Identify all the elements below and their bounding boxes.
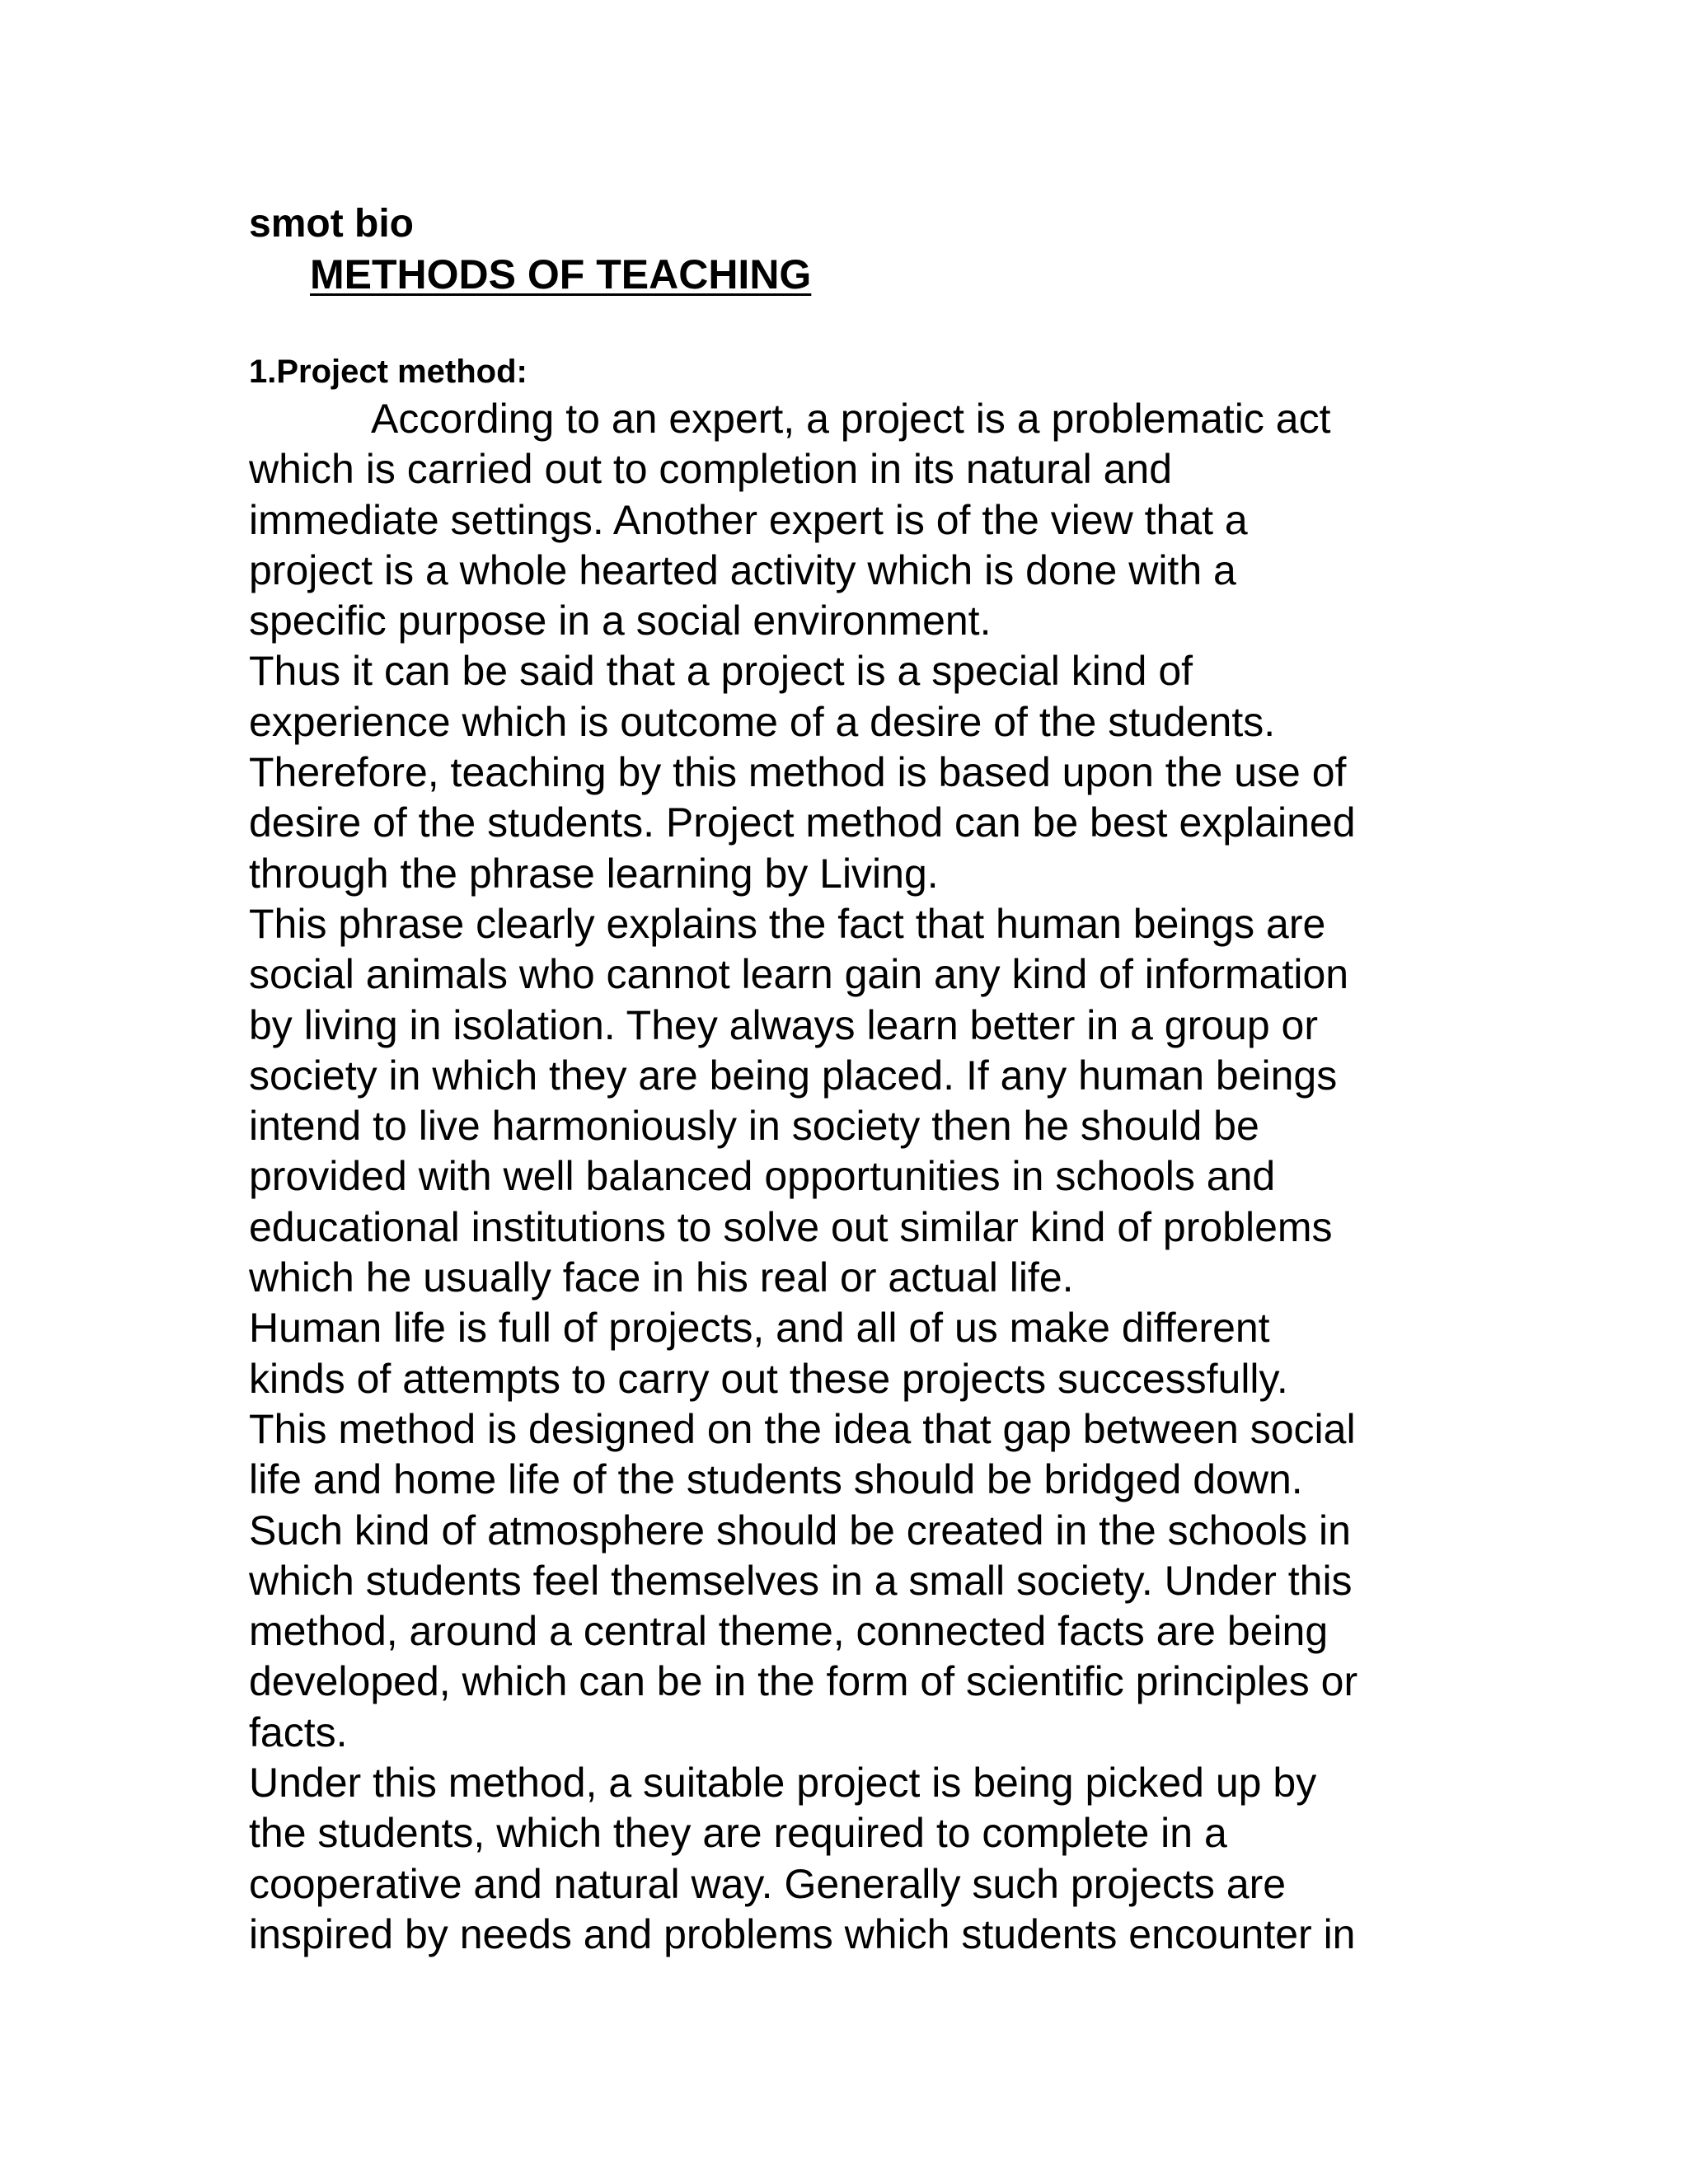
paragraph-line: cooperative and natural way. Generally such projects are bbox=[249, 1860, 1287, 1907]
paragraph-line: specific purpose in a social environment. bbox=[249, 598, 992, 644]
paragraph-line: society in which they are being placed. If any human beings bbox=[249, 1052, 1338, 1099]
paragraph-line: Under this method, a suitable project is being picked up by bbox=[249, 1760, 1317, 1807]
paragraph-line: by living in isolation. They always learn better in a group or bbox=[249, 1001, 1318, 1048]
paragraph-line: through the phrase learning by Living. bbox=[249, 850, 939, 897]
paragraph-line: kinds of attempts to carry out these projects successfully. bbox=[249, 1355, 1288, 1402]
document-header: smot bio bbox=[249, 202, 414, 246]
paragraph-line: Such kind of atmosphere should be created in the schools in bbox=[249, 1507, 1351, 1554]
paragraph-line: social animals who cannot learn gain any kind of information bbox=[249, 951, 1349, 998]
section-heading: 1.Project method: bbox=[249, 354, 528, 390]
paragraph-line: which he usually face in his real or actual life. bbox=[249, 1254, 1074, 1301]
body-text bbox=[249, 394, 1452, 1960]
paragraph-line: life and home life of the students should be bridged down. bbox=[249, 1456, 1303, 1503]
paragraph-line: immediate settings. Another expert is of the view that a bbox=[249, 496, 1248, 543]
paragraph-line: intend to live harmoniously in society then he should be bbox=[249, 1103, 1259, 1150]
paragraph-line: developed, which can be in the form of scientific principles or bbox=[249, 1658, 1358, 1705]
paragraph-line: which is carried out to completion in its natural and bbox=[249, 446, 1173, 493]
paragraph-line: the students, which they are required to complete in a bbox=[249, 1810, 1227, 1857]
paragraph-line: educational institutions to solve out similar kind of problems bbox=[249, 1203, 1333, 1250]
paragraph-line: provided with well balanced opportunities in schools and bbox=[249, 1153, 1276, 1200]
paragraph-line: Therefore, teaching by this method is based upon the use of bbox=[249, 749, 1347, 796]
paragraph-line: project is a whole hearted activity which is done with a bbox=[249, 546, 1236, 593]
page-title: METHODS OF TEACHING bbox=[310, 251, 812, 298]
paragraph-line: According to an expert, a project is a problematic act bbox=[371, 396, 1331, 442]
paragraph-line: inspired by needs and problems which students encounter in bbox=[249, 1910, 1356, 1957]
paragraph-line: desire of the students. Project method can be best explained bbox=[249, 799, 1356, 846]
paragraph-line: experience which is outcome of a desire of the students. bbox=[249, 698, 1276, 745]
paragraph-line: facts. bbox=[249, 1708, 348, 1755]
paragraph-line: Human life is full of projects, and all of us make different bbox=[249, 1305, 1270, 1352]
paragraph-line: This phrase clearly explains the fact that human beings are bbox=[249, 900, 1326, 947]
paragraph-line: which students feel themselves in a small society. Under this bbox=[249, 1557, 1353, 1604]
paragraph-line: This method is designed on the idea that gap between social bbox=[249, 1405, 1356, 1452]
paragraph-line: Thus it can be said that a project is a special kind of bbox=[249, 648, 1193, 695]
paragraph-line: method, around a central theme, connected facts are being bbox=[249, 1608, 1329, 1655]
